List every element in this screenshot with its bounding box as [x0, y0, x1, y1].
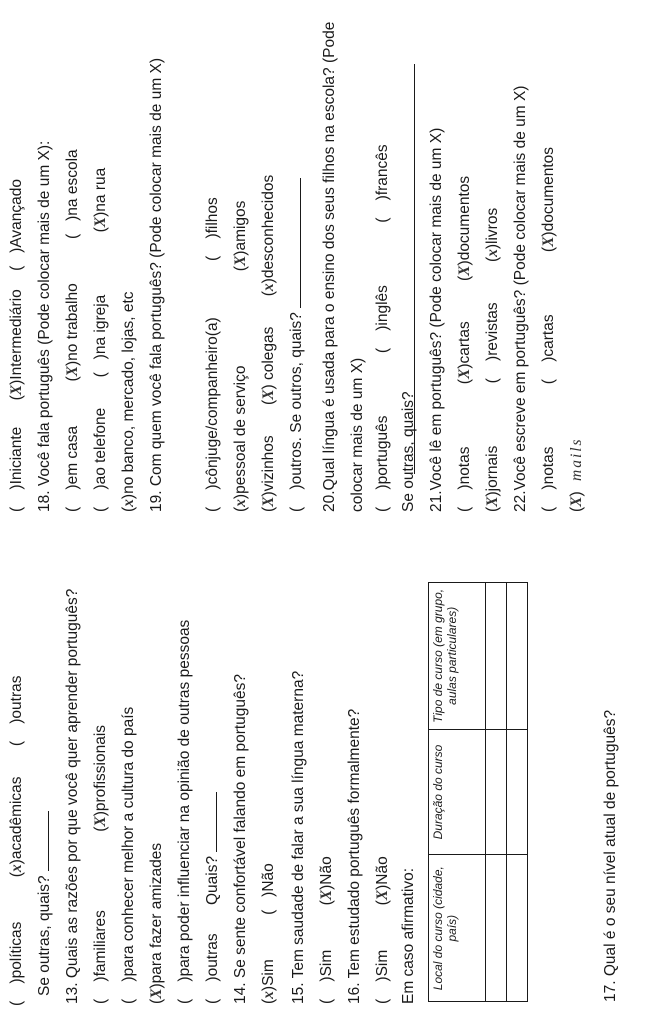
q13-familiares-row: ( )familiares (X)profissionais: [92, 724, 109, 1004]
answer-blank: [288, 178, 301, 308]
q21-row-2: (X)jornais ( )revistas (x)livros: [484, 207, 501, 512]
q17-levels: ( )Iniciante (X)Intermediário ( )Avançado: [8, 179, 25, 512]
q19-row-4: ( )outros. Se outros, quais?: [288, 178, 306, 512]
handwritten-mark: X: [374, 889, 391, 901]
q19-row-3: (X)vizinhos (X) colegas (x)desconhecidos: [260, 174, 277, 512]
q18-row-1: ( )em casa (X)no trabalho ( )na escola: [64, 149, 81, 512]
question-20: 20.Qual língua é usada para o ensino dos seus filhos na escola? (Pode colocar mais de um X): [321, 21, 366, 512]
question-21: 21.Você lê em português? (Pode colocar mais de um X): [428, 127, 445, 512]
q13-influenciar-row: ( )para poder influenciar na opinião de outras pessoas: [176, 619, 193, 1004]
q13-cultura-row: ( )para conhecer melhor a cultura do país: [120, 706, 137, 1004]
q19-row-1: ( )cônjuge/companheiro(a) ( )filhos: [204, 197, 221, 512]
q20-options: ( )português ( )inglês ( )francês: [374, 144, 391, 512]
question-13: 13. Quais as razões por que você quer aprender português?: [64, 588, 81, 1004]
question-14: 14. Se sente confortável falando em português?: [232, 673, 249, 1004]
em-caso-afirmativo: Em caso afirmativo:: [400, 867, 417, 1004]
handwritten-mark: X: [260, 496, 277, 507]
handwritten-mark: X: [8, 384, 25, 396]
question-19: 19. Com quem você fala português? (Pode colocar mais de um X): [148, 57, 165, 512]
q14-options: (x)Sim ( )Não: [260, 863, 277, 1004]
divider: [414, 64, 415, 474]
q13-amizades-row: (X)para fazer amizades: [148, 842, 165, 1004]
handwritten-mark: X: [568, 496, 585, 507]
answer-blank: [204, 792, 217, 852]
question-17: 17. Qual é o seu nível atual de português?: [602, 709, 619, 1002]
line-politicas: ( )políticas (x)acadêmicas ( )outras: [8, 675, 25, 1006]
table-header-local: Local do curso (cidade, país): [429, 855, 486, 1002]
handwritten-mark: X: [318, 889, 335, 901]
handwritten-mark: x: [232, 499, 249, 507]
handwritten-mark: X: [232, 255, 249, 267]
se-outras-prompt-2: Se outras, quais?: [400, 391, 417, 512]
table-row: [486, 583, 507, 1002]
handwritten-mark: x: [484, 249, 501, 257]
q21-row-1: ( )notas (X)cartas (X)documentos: [456, 175, 473, 512]
handwritten-mark: X: [260, 389, 277, 400]
handwritten-mark: X: [92, 816, 109, 827]
q22-row-1: ( )notas ( )cartas (X)documentos: [540, 146, 557, 512]
question-16: 16. Tem estudado português formalmente?: [346, 708, 363, 1004]
handwritten-mark: X: [64, 366, 81, 377]
q22-row-2: (X) mails: [568, 437, 585, 512]
se-outras-prompt-1: Se outras, quais?: [36, 811, 54, 996]
q13-outras-row: ( )outras Quais?: [204, 792, 222, 1004]
question-15: 15. Tem saudade de falar a sua língua materna?: [290, 670, 307, 1004]
handwritten-mark: X: [92, 216, 109, 228]
handwritten-mark: x: [260, 991, 277, 999]
answer-blank: [36, 811, 49, 871]
q15-options: ( )Sim (X)Não: [318, 856, 335, 1004]
question-18: 18. Você fala português (Pode colocar mais de um X):: [36, 140, 53, 512]
handwritten-mark: x: [120, 499, 137, 507]
table-header-duracao: Duração do curso: [429, 729, 486, 855]
course-table: [428, 582, 528, 1002]
handwritten-mark: x: [260, 283, 277, 292]
handwritten-mark: X: [456, 368, 473, 380]
q18-row-2: ( )ao telefone ( )na igreja (X)na rua: [92, 167, 109, 512]
handwritten-mark: X: [456, 265, 473, 276]
handwritten-mark: X: [148, 988, 165, 999]
q19-row-2: (x)pessoal de serviço (X)amigos: [232, 200, 249, 512]
table-row: [507, 583, 528, 1002]
handwritten-mails: mails: [568, 437, 585, 481]
question-22: 22.Você escreve em português? (Pode colocar mais de um X): [512, 85, 529, 512]
table-header-tipo: Tipo de curso (em grupo, aulas particulares): [429, 583, 486, 730]
q16-options: ( )Sim (X)Não: [374, 856, 391, 1004]
handwritten-mark: x: [8, 864, 25, 873]
handwritten-mark: X: [484, 496, 501, 507]
q18-row-3: (x)no banco, mercado, lojas, etc: [120, 291, 137, 512]
handwritten-mark: X: [540, 236, 557, 247]
